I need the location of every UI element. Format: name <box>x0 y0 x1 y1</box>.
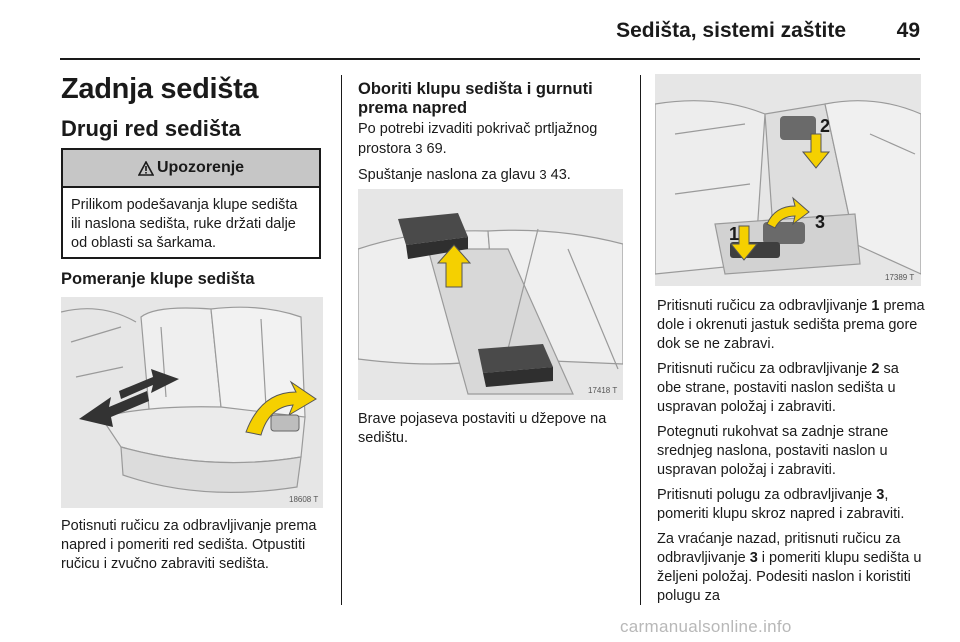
warning-header <box>63 150 319 188</box>
watermark: carmanualsonline.info <box>620 617 792 636</box>
figure-code: 17389 T <box>885 273 915 282</box>
page-ref-icon: 3 <box>415 141 423 156</box>
page-number: 49 <box>896 19 920 42</box>
figure-fold-bench <box>655 74 921 286</box>
warning-text: Prilikom podešavanja klupe sedišta ili naslona sedišta, ruke držati dalje od oblasti sa šarkama. <box>71 197 298 251</box>
caption-seat-slide: Potisnuti ručicu za odbravljivanje prema napred i pomeriti red sedišta. Otpustiti ručicu i zvučno zabraviti sedišta. <box>61 518 317 572</box>
paragraph-cargo-cover: Po potrebi izvaditi pokrivač prtljažnog prostora 3 69. <box>358 121 598 157</box>
instruction-step-3: Potegnuti rukohvat sa zadnje strane srednjeg naslona, postaviti naslon u uspravan položaj i zabraviti. <box>657 424 889 478</box>
instruction-step-1: Pritisnuti ručicu za odbravljivanje 1 prema dole i okrenuti jastuk sedišta prema gore dok se ne zabravi. <box>657 298 925 352</box>
warning-title: Upozorenje <box>156 159 245 176</box>
instruction-step-2: Pritisnuti ručicu za odbravljivanje 2 sa obe strane, postaviti naslon sedišta u uspravan položaj i zabraviti. <box>657 361 899 415</box>
section-title-fold-bench: Oboriti klupu sedišta i gurnuti prema napred <box>358 80 593 117</box>
column-divider <box>640 75 641 605</box>
header-title: Sedišta, sistemi zaštite <box>616 19 846 42</box>
middle-intro <box>358 120 630 191</box>
figure-headrest <box>358 189 623 400</box>
page-header <box>0 0 960 62</box>
callout-2: 2 <box>820 116 831 136</box>
callout-3: 3 <box>815 212 826 232</box>
figure-code: 17418 T <box>588 386 618 395</box>
callout-1: 1 <box>729 224 740 244</box>
paragraph-headrest: Spuštanje naslona za glavu 3 43. <box>358 167 571 183</box>
right-instructions <box>657 297 927 612</box>
instruction-step-5: Za vraćanje nazad, pritisnuti ručicu za odbravljivanje 3 i pomeriti klupu sedišta u željeni položaj. Podesiti naslon i koristiti polugu za <box>657 531 922 604</box>
warning-box <box>61 148 321 259</box>
section-title-move-bench: Pomeranje klupe sedišta <box>61 270 255 288</box>
page-ref-icon: 3 <box>539 167 547 182</box>
warning-triangle-icon <box>138 161 154 176</box>
figure-seat-slide <box>61 297 323 508</box>
caption-belt-buckles: Brave pojaseva postaviti u džepove na sedištu. <box>358 411 607 446</box>
instruction-step-4: Pritisnuti polugu za odbravljivanje 3, pomeriti klupu skroz napred i zabraviti. <box>657 487 905 522</box>
section-subheading: Drugi red sedišta <box>61 116 241 141</box>
figure-code: 18608 T <box>289 495 319 504</box>
section-heading: Zadnja sedišta <box>61 73 259 105</box>
column-divider <box>341 75 342 605</box>
header-divider <box>60 58 920 60</box>
